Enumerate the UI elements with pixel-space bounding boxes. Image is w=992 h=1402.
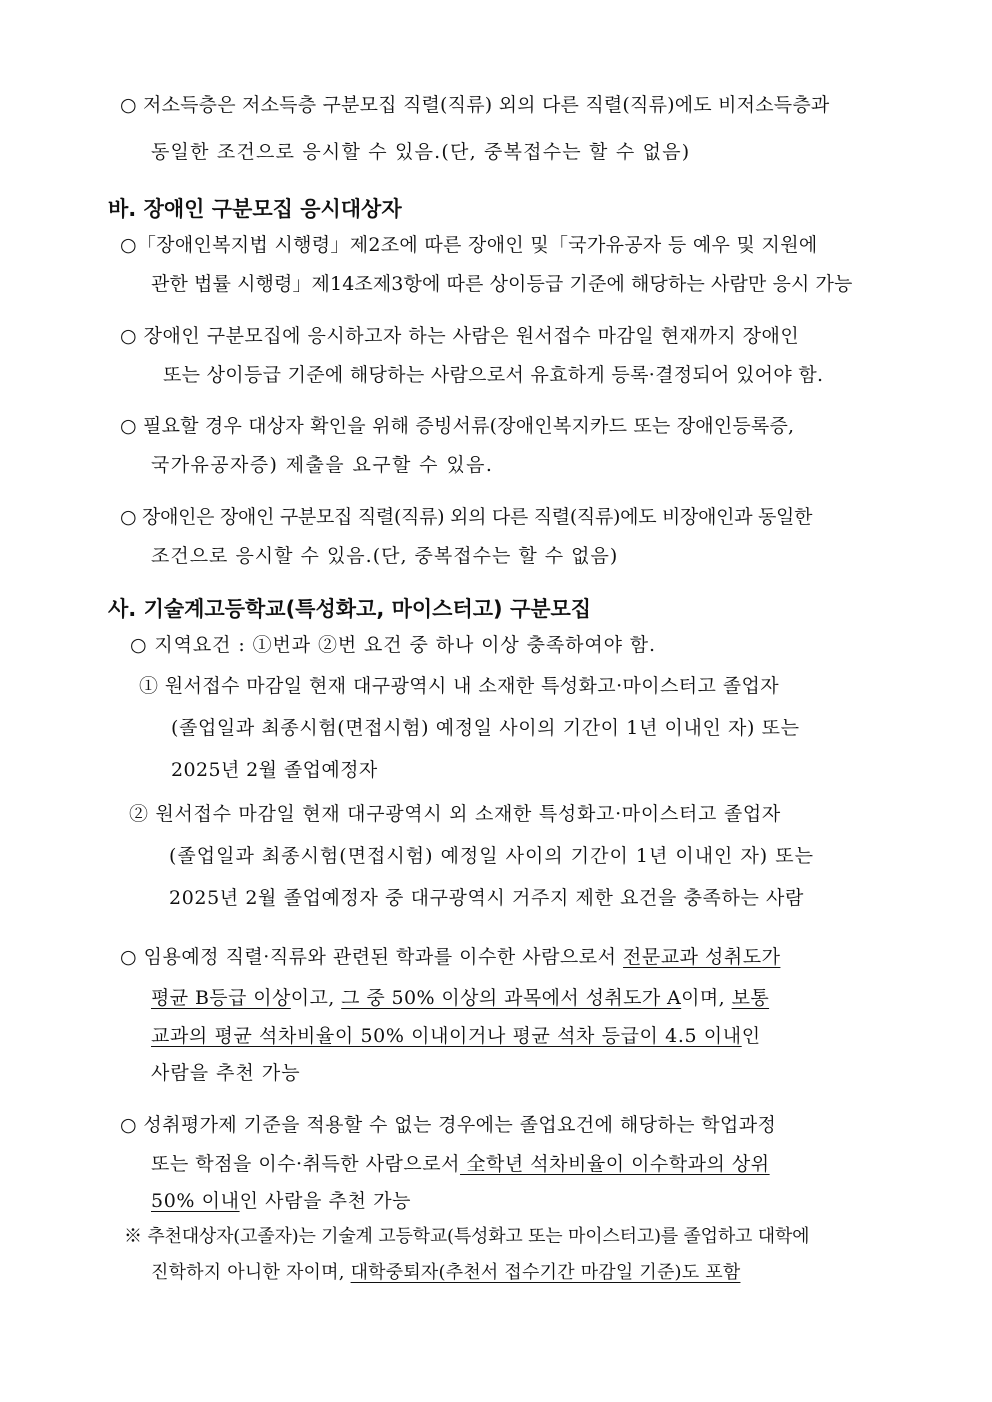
low-income-bullet-line-2: 동일한 조건으로 응시할 수 있음.(단, 중복접수는 할 수 없음) — [151, 141, 691, 163]
underlined-criteria: 50% 이내 — [151, 1190, 240, 1212]
disabled-bullet-2-line-2: 또는 상이등급 기준에 해당하는 사람으로서 유효하게 등록·결정되어 있어야 함. — [163, 364, 824, 386]
region-req-1-line-1: ① 원서접수 마감일 현재 대구광역시 내 소재한 특성화고·마이스터고 졸업자 — [139, 675, 779, 697]
underlined-criteria: 평균 B등급 이상 — [151, 987, 291, 1009]
underlined-criteria: 교과의 평균 석차비율이 50% 이내이거나 평균 석차 등급이 4.5 이내 — [151, 1025, 742, 1047]
section-heading-technical-school: 사. 기술계고등학교(특성화고, 마이스터고) 구분모집 — [108, 597, 592, 621]
disabled-bullet-2-line-1: ○ 장애인 구분모집에 응시하고자 하는 사람은 원서접수 마감일 현재까지 장애인 — [120, 325, 800, 347]
region-req-1-line-3: 2025년 2월 졸업예정자 — [171, 759, 378, 781]
criteria-text: 이며, — [681, 987, 732, 1009]
underlined-criteria: 보통 — [731, 987, 770, 1009]
recommend-criteria-2-line-3 — [151, 1189, 411, 1213]
recommend-criteria-2-line-1: ○ 성취평가제 기준을 적용할 수 없는 경우에는 졸업요건에 해당하는 학업과정 — [120, 1114, 777, 1136]
criteria-text: 또는 학점을 이수·취득한 사람으로서 — [151, 1153, 460, 1175]
recommend-criteria-1-line-4: 사람을 추천 가능 — [151, 1062, 301, 1084]
criteria-text: 이고, — [290, 987, 342, 1009]
recommendee-note-line-2 — [151, 1261, 740, 1285]
section-heading-disabled: 바. 장애인 구분모집 응시대상자 — [108, 197, 402, 221]
recommend-criteria-1-line-2 — [151, 986, 769, 1010]
region-req-2-line-2: (졸업일과 최종시험(면접시험) 예정일 사이의 기간이 1년 이내인 자) 또는 — [169, 845, 814, 867]
recommend-criteria-1-line-3 — [151, 1024, 761, 1048]
disabled-bullet-1-line-1: ○「장애인복지법 시행령」제2조에 따른 장애인 및「국가유공자 등 예우 및 지원에 — [120, 234, 818, 256]
region-requirement: ○ 지역요건 : ①번과 ②번 요건 중 하나 이상 충족하여야 함. — [130, 634, 656, 656]
note-text: 진학하지 아니한 자이며, — [151, 1262, 351, 1283]
low-income-bullet-line-1: ○ 저소득층은 저소득층 구분모집 직렬(직류) 외의 다른 직렬(직류)에도 비저소득층과 — [120, 94, 830, 116]
underlined-criteria: 전문교과 성취도가 — [623, 946, 781, 968]
region-req-2-line-3: 2025년 2월 졸업예정자 중 대구광역시 거주지 제한 요건을 충족하는 사람 — [169, 887, 804, 909]
disabled-bullet-4-line-1: ○ 장애인은 장애인 구분모집 직렬(직류) 외의 다른 직렬(직류)에도 비장애인과 동일한 — [120, 506, 813, 528]
region-req-2-line-1: ② 원서접수 마감일 현재 대구광역시 외 소재한 특성화고·마이스터고 졸업자 — [129, 803, 781, 825]
disabled-bullet-3-line-2: 국가유공자증) 제출을 요구할 수 있음. — [151, 454, 494, 476]
recommendee-note-line-1: ※ 추천대상자(고졸자)는 기술계 고등학교(특성화고 또는 마이스터고)를 졸업하고 대학에 — [124, 1226, 810, 1247]
criteria-text: 인 — [741, 1025, 761, 1047]
recommend-criteria-2-line-2 — [151, 1152, 770, 1176]
disabled-bullet-1-line-2: 관한 법률 시행령」제14조제3항에 따른 상이등급 기준에 해당하는 사람만 응시 가능 — [151, 273, 853, 295]
recommend-criteria-1-line-1 — [120, 945, 780, 969]
underlined-criteria: 그 중 50% 이상의 과목에서 성취도가 A — [341, 987, 682, 1009]
disabled-bullet-3-line-1: ○ 필요할 경우 대상자 확인을 위해 증빙서류(장애인복지카드 또는 장애인등록증, — [120, 415, 795, 437]
disabled-bullet-4-line-2: 조건으로 응시할 수 있음.(단, 중복접수는 할 수 없음) — [151, 545, 619, 567]
underlined-note: 대학중퇴자(추천서 접수기간 마감일 기준)도 포함 — [350, 1262, 741, 1283]
criteria-text: 인 사람을 추천 가능 — [239, 1190, 412, 1212]
criteria-text: ○ 임용예정 직렬·직류와 관련된 학과를 이수한 사람으로서 — [120, 946, 624, 968]
underlined-criteria: 全학년 석차비율이 이수학과의 상위 — [459, 1153, 770, 1175]
region-req-1-line-2: (졸업일과 최종시험(면접시험) 예정일 사이의 기간이 1년 이내인 자) 또는 — [171, 717, 800, 739]
